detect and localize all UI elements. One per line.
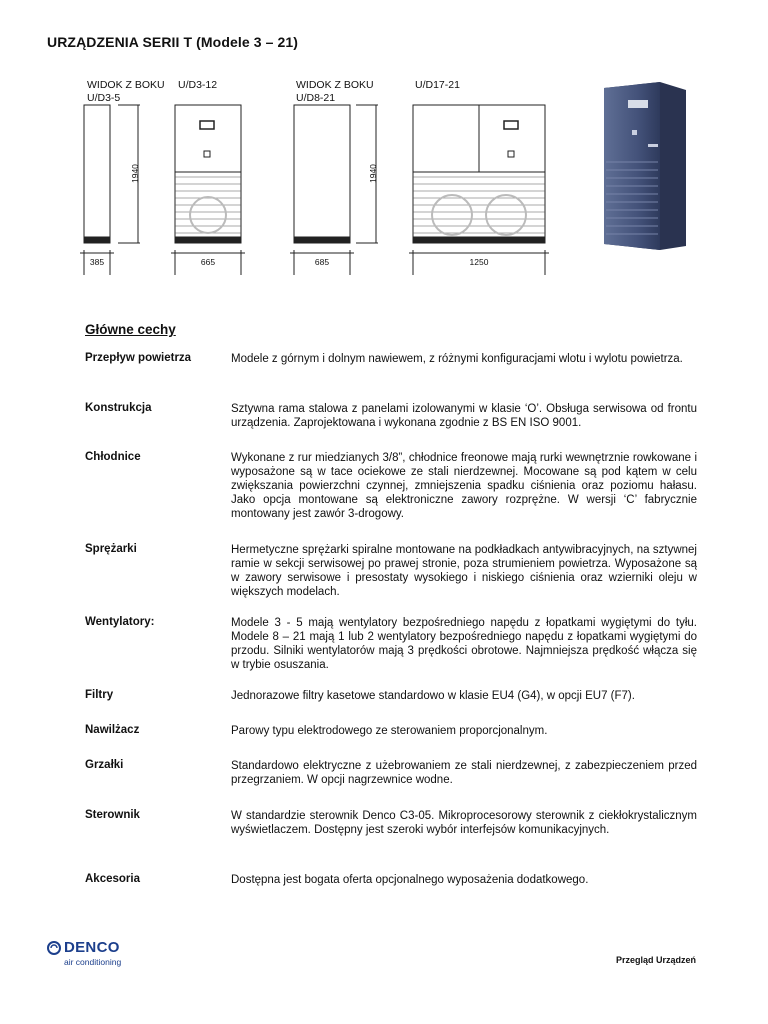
feature-description: W standardzie sterownik Denco C3-05. Mikroprocesorowy sterownik z ciekłokrystalicznym wyświetlaczem. Dostępny jest szeroki wybór interfejsów komunikacyjnych.: [231, 810, 697, 836]
feature-description: Modele 3 - 5 mają wentylatory bezpośredniego napędu z łopatkami wygiętymi do tyłu. Modele 8 – 21 mają 1 lub 2 wentylatory bezpośredniego napędu z łopatkami wygiętymi do przodu. Silniki wentylatorów mają 3 prędkości obrotowe. Najmniejsza prędkość włącza się w trybie osuszania.: [231, 617, 697, 671]
feature-name: Filtry: [85, 689, 114, 701]
denco-logo-icon: [47, 941, 61, 955]
feature-description: Parowy typu elektrodowego ze sterowaniem proporcjonalnym.: [231, 725, 548, 737]
side-view-label-2: WIDOK Z BOKU: [296, 79, 374, 91]
brand-subtitle: air conditioning: [64, 957, 122, 967]
page-title: URZĄDZENIA SERII T (Modele 3 – 21): [47, 34, 299, 50]
feature-name: Sterownik: [85, 809, 140, 821]
section-title: Główne cechy: [85, 322, 176, 337]
feature-name: Chłodnice: [85, 451, 141, 463]
feature-name: Wentylatory:: [85, 616, 155, 628]
unit-photo: [598, 80, 690, 252]
feature-description: Hermetyczne sprężarki spiralne montowane na podkładkach antywibracyjnych, na sztywnej ramie w sekcji serwisowej po prawej stronie, poza strumieniem powietrza. Wyposażone są w zawory serwisowe i presostaty wysokiego i niskiego ciśnienia oraz wzierniki oleju w większych modelach.: [231, 544, 697, 598]
model-label-2b: U/D8-21: [296, 92, 336, 104]
feature-description: Sztywna rama stalowa z panelami izolowanymi w klasie ‘O’. Obsługa serwisowa od frontu urządzenia. Zaprojektowana i wykonana zgodnie z BS EN ISO 9001.: [231, 403, 697, 429]
feature-name: Konstrukcja: [85, 402, 152, 414]
width-dimension-4: 1250: [469, 257, 489, 267]
width-dimension-1: 385: [89, 257, 105, 267]
side-view-2-outline: [294, 105, 350, 243]
brand-name: DENCO: [64, 939, 120, 956]
model-label-1b: U/D3-5: [87, 92, 121, 104]
denco-logo: [47, 940, 137, 970]
side-view-1-outline: [84, 105, 110, 243]
feature-description: Standardowo elektryczne z użebrowaniem ze stali nierdzewnej, z zabezpieczeniem przed przegrzaniem. W opcji nagrzewnice wodne.: [231, 760, 697, 786]
model-label-3: U/D17-21: [415, 79, 460, 91]
height-dimension-1: 1940: [130, 164, 140, 183]
model-label-1: U/D3-12: [178, 79, 218, 91]
width-dimension-3: 685: [314, 257, 330, 267]
side-view-label-1: WIDOK Z BOKU: [87, 79, 165, 91]
page-label: Przegląd Urządzeń: [615, 955, 696, 965]
feature-description: Modele z górnym i dolnym nawiewem, z różnymi konfiguracjami wlotu i wylotu powietrza.: [231, 353, 683, 365]
feature-description: Jednorazowe filtry kasetowe standardowo w klasie EU4 (G4), w opcji EU7 (F7).: [231, 690, 635, 702]
feature-name: Nawilżacz: [85, 724, 140, 736]
feature-name: Grzałki: [85, 759, 124, 771]
width-dimension-2: 665: [200, 257, 216, 267]
height-dimension-2: 1940: [368, 164, 378, 183]
feature-name: Przepływ powietrza: [85, 352, 192, 364]
front-view-1-outline: [175, 105, 241, 243]
feature-description: Dostępna jest bogata oferta opcjonalnego wyposażenia dodatkowego.: [231, 874, 589, 886]
feature-name: Sprężarki: [85, 543, 137, 555]
feature-description: Wykonane z rur miedzianych 3/8”, chłodnice freonowe mają rurki wewnętrznie rowkowane i wyposażone są w tace ociekowe ze stali nierdzewnej. Mocowane są pod kątem w celu zwiększania powierzchni czynnej, zmniejszenia spadku ciśnienia oraz poziomu hałasu. Jako opcja montowane są elektroniczne zawory rozprężne. W wersji ‘C’ fabrycznie montowany jest zawór 3-drogowy.: [231, 452, 697, 520]
feature-name: Akcesoria: [85, 873, 140, 885]
